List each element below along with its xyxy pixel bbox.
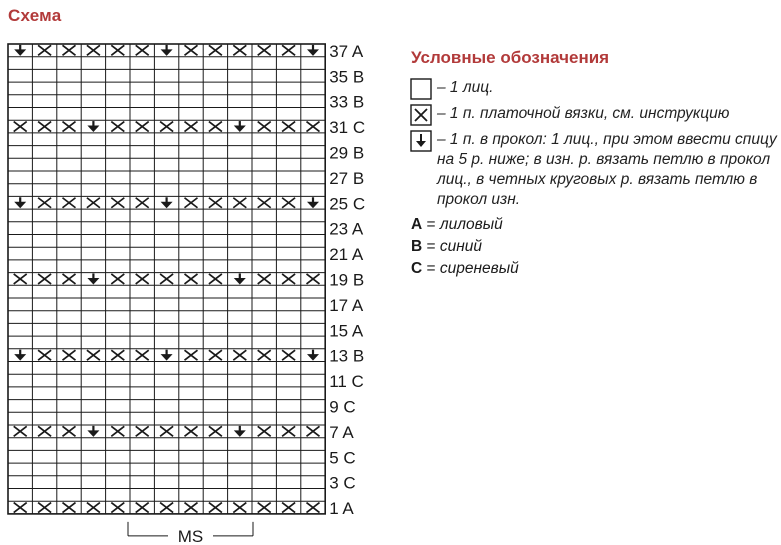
x-stitch-mark	[38, 426, 51, 436]
x-stitch-mark	[87, 503, 100, 513]
x-stitch-mark	[307, 274, 320, 284]
x-stitch-mark	[282, 503, 295, 513]
x-stitch-mark	[185, 45, 198, 55]
x-stitch-mark	[185, 198, 198, 208]
row-label: 37 A	[329, 41, 364, 61]
x-stitch-mark	[258, 45, 271, 55]
legend-title: Условные обозначения	[411, 48, 610, 67]
row-label: 33 B	[329, 92, 365, 112]
x-stitch-mark	[87, 45, 100, 55]
x-stitch-mark	[136, 350, 149, 360]
x-stitch-mark	[111, 274, 124, 284]
legend	[410, 48, 780, 280]
arrow-down-mark	[234, 126, 246, 133]
row-label: 5 C	[329, 448, 356, 468]
x-stitch-mark	[63, 45, 76, 55]
x-stitch-mark	[63, 426, 76, 436]
x-stitch-mark	[63, 503, 76, 513]
arrow-down-mark	[87, 278, 99, 285]
x-stitch-mark	[63, 122, 76, 132]
ms-label: MS	[177, 526, 204, 545]
color-b: B = синий	[411, 238, 483, 255]
row-label: 21 A	[329, 245, 364, 265]
x-stitch-mark	[258, 503, 271, 513]
x-stitch-mark	[307, 503, 320, 513]
legend-text-tuck: – 1 п. в прокол: 1 лиц., при этом ввести спицу на 5 р. ниже; в изн. р. вязать петлю в прокол лиц., в четных круговых р. вязать петлю в прокол изн.	[437, 131, 777, 208]
x-stitch-mark	[282, 122, 295, 132]
x-stitch-mark	[185, 426, 198, 436]
arrow-down-mark	[307, 49, 319, 56]
chart-title: Схема	[8, 6, 62, 25]
x-stitch-mark	[38, 198, 51, 208]
x-stitch-mark	[209, 274, 222, 284]
arrow-down-mark	[14, 49, 26, 56]
x-stitch-mark	[63, 274, 76, 284]
legend-text-knit: – 1 лиц.	[437, 79, 494, 96]
row-label: 7 A	[329, 422, 354, 442]
x-stitch-mark	[111, 122, 124, 132]
x-stitch-mark	[160, 426, 173, 436]
x-stitch-mark	[111, 45, 124, 55]
x-stitch-mark	[307, 122, 320, 132]
arrow-down-mark	[307, 354, 319, 361]
row-label: 17 A	[329, 295, 364, 315]
x-stitch-mark	[160, 122, 173, 132]
x-stitch-mark	[136, 274, 149, 284]
x-stitch-mark	[185, 503, 198, 513]
x-stitch-mark	[136, 503, 149, 513]
x-stitch-mark	[136, 198, 149, 208]
row-label: 31 C	[329, 118, 366, 138]
color-c-name: сиреневый	[439, 260, 519, 277]
x-stitch-mark	[185, 274, 198, 284]
x-stitch-mark	[209, 45, 222, 55]
x-stitch-mark	[38, 350, 51, 360]
x-stitch-mark	[14, 426, 27, 436]
arrow-down-mark	[14, 202, 26, 209]
x-stitch-mark	[233, 45, 246, 55]
x-stitch-mark	[111, 503, 124, 513]
arrow-down-mark	[307, 202, 319, 209]
color-b-letter: B	[411, 238, 423, 255]
x-stitch-mark	[63, 350, 76, 360]
x-stitch-mark	[63, 198, 76, 208]
arrow-down-mark	[161, 354, 173, 361]
x-stitch-mark	[111, 350, 124, 360]
x-stitch-mark	[38, 274, 51, 284]
x-stitch-mark	[282, 198, 295, 208]
row-label: 23 A	[329, 219, 364, 239]
color-a-name: лиловый	[439, 216, 503, 233]
x-stitch-mark	[209, 503, 222, 513]
legend-text-garter: – 1 п. платочной вязки, см. инструкцию	[437, 105, 730, 122]
x-stitch-mark	[111, 198, 124, 208]
x-stitch-mark	[87, 350, 100, 360]
x-stitch-mark	[38, 45, 51, 55]
x-stitch-mark	[282, 350, 295, 360]
arrow-down-mark	[14, 354, 26, 361]
x-stitch-mark	[233, 503, 246, 513]
arrow-down-mark	[87, 430, 99, 437]
row-label: 29 B	[329, 143, 365, 163]
empty-cell-icon	[410, 78, 432, 100]
row-label: 25 C	[329, 194, 366, 214]
x-stitch-mark	[136, 426, 149, 436]
x-stitch-mark	[209, 426, 222, 436]
color-c-letter: C	[411, 260, 423, 277]
legend-item-garter	[410, 104, 780, 126]
x-stitch-mark	[209, 122, 222, 132]
legend-item-knit	[410, 78, 780, 100]
x-stitch-mark	[14, 503, 27, 513]
x-stitch-mark	[185, 350, 198, 360]
x-stitch-mark	[258, 426, 271, 436]
x-stitch-mark	[233, 198, 246, 208]
row-label: 13 B	[329, 346, 365, 366]
x-stitch-mark	[38, 503, 51, 513]
x-stitch-mark	[111, 426, 124, 436]
x-stitch-mark	[258, 350, 271, 360]
x-stitch-mark	[209, 350, 222, 360]
color-a-letter: A	[411, 216, 423, 233]
color-b-name: синий	[439, 238, 483, 255]
row-label: 15 A	[329, 321, 364, 341]
x-cell-icon	[410, 104, 432, 126]
x-stitch-mark	[282, 426, 295, 436]
x-stitch-mark	[136, 45, 149, 55]
x-stitch-mark	[282, 274, 295, 284]
x-stitch-mark	[233, 350, 246, 360]
x-stitch-mark	[14, 274, 27, 284]
x-stitch-mark	[14, 122, 27, 132]
arrow-down-mark	[161, 202, 173, 209]
x-stitch-mark	[307, 426, 320, 436]
row-label: 3 C	[329, 473, 356, 493]
color-a: A = лиловый	[411, 216, 503, 233]
x-stitch-mark	[258, 274, 271, 284]
row-label: 19 B	[329, 270, 365, 290]
x-stitch-mark	[87, 198, 100, 208]
arrow-down-mark	[87, 126, 99, 133]
row-label: 9 C	[329, 397, 356, 417]
arrow-down-mark	[234, 430, 246, 437]
x-stitch-mark	[258, 122, 271, 132]
x-stitch-mark	[258, 198, 271, 208]
row-label: 1 A	[329, 499, 354, 519]
arrow-down-cell-icon	[410, 130, 432, 152]
x-stitch-mark	[160, 274, 173, 284]
arrow-down-mark	[234, 278, 246, 285]
x-stitch-mark	[209, 198, 222, 208]
arrow-down-mark	[161, 49, 173, 56]
row-label: 11 C	[329, 372, 364, 392]
row-label: 35 B	[329, 67, 365, 87]
x-stitch-mark	[282, 45, 295, 55]
x-stitch-mark	[136, 122, 149, 132]
legend-item-tuck	[410, 130, 780, 210]
x-stitch-mark	[160, 503, 173, 513]
x-stitch-mark	[185, 122, 198, 132]
row-label: 27 B	[329, 168, 365, 188]
color-c: C = сиреневый	[411, 260, 519, 277]
x-stitch-mark	[38, 122, 51, 132]
